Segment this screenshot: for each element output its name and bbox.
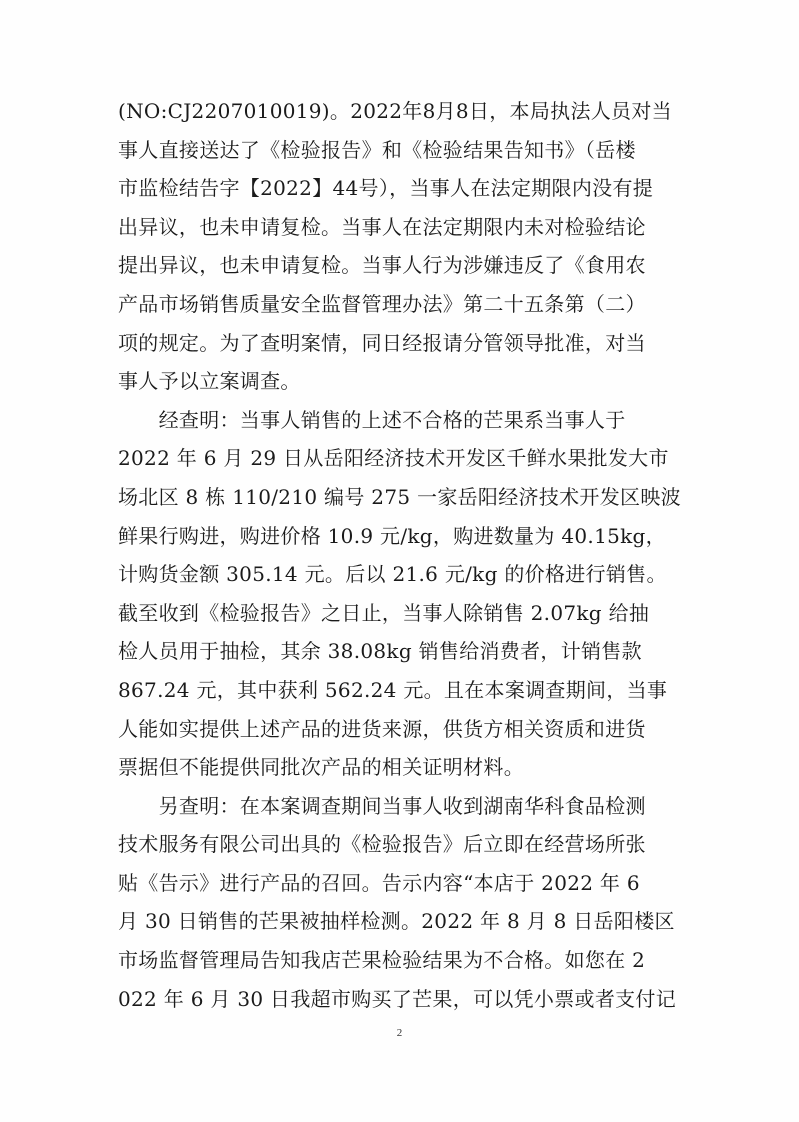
text-line: 事人予以立案调查。	[118, 369, 301, 394]
text-line: 867.24 元，其中获利 562.24 元。且在本案调查期间，当事	[118, 677, 668, 702]
text-line: 技术服务有限公司出具的《检验报告》后立即在经营场所张	[118, 832, 646, 857]
text-line: 经查明：当事人销售的上述不合格的芒果系当事人于	[118, 407, 626, 432]
text-line: 贴《告示》进行产品的召回。告示内容“本店于 2022 年 6	[118, 870, 640, 895]
text-line: (NO:CJ2207010019)。2022年8月8日，本局执法人员对当	[118, 99, 672, 123]
text-line: 月 30 日销售的芒果被抽样检测。2022 年 8 月 8 日岳阳楼区	[118, 909, 675, 934]
text-line: 2022 年 6 月 29 日从岳阳经济技术开发区千鲜水果批发大市	[118, 446, 669, 471]
text-line: 票据但不能提供同批次产品的相关证明材料。	[118, 755, 524, 780]
text-line: 人能如实提供上述产品的进货来源，供货方相关资质和进货	[118, 716, 646, 741]
text-line: 鲜果行购进，购进价格 10.9 元/kg，购进数量为 40.15kg，	[118, 523, 666, 548]
text-line: 提出异议，也未申请复检。当事人行为涉嫌违反了《食用农	[118, 253, 646, 278]
text-line: 场北区 8 栋 110/210 编号 275 一家岳阳经济技术开发区映波	[118, 484, 681, 509]
text-line: 截至收到《检验报告》之日止，当事人除销售 2.07kg 给抽	[118, 600, 650, 625]
text-line: 022 年 6 月 30 日我超市购买了芒果，可以凭小票或者支付记	[118, 986, 677, 1011]
text-line: 市场监督管理局告知我店芒果检验结果为不合格。如您在 2	[118, 948, 646, 973]
text-line: 产品市场销售质量安全监督管理办法》第二十五条第（二）	[118, 291, 646, 316]
text-line: 计购货金额 305.14 元。后以 21.6 元/kg 的价格进行销售。	[118, 562, 667, 587]
text-line: 另查明：在本案调查期间当事人收到湖南华科食品检测	[118, 793, 646, 818]
text-line: 市监检结告字【2022】44号），当事人在法定期限内没有提	[118, 176, 654, 201]
text-line: 项的规定。为了查明案情，同日经报请分管领导批准，对当	[118, 330, 646, 355]
text-line: 检人员用于抽检，其余 38.08kg 销售给消费者，计销售款	[118, 639, 642, 664]
text-line: 事人直接送达了《检验报告》和《检验结果告知书》（岳楼	[118, 137, 636, 162]
page-number: 2	[396, 1027, 403, 1039]
body-text	[118, 92, 683, 1018]
text-line: 出异议，也未申请复检。当事人在法定期限内未对检验结论	[118, 214, 646, 239]
